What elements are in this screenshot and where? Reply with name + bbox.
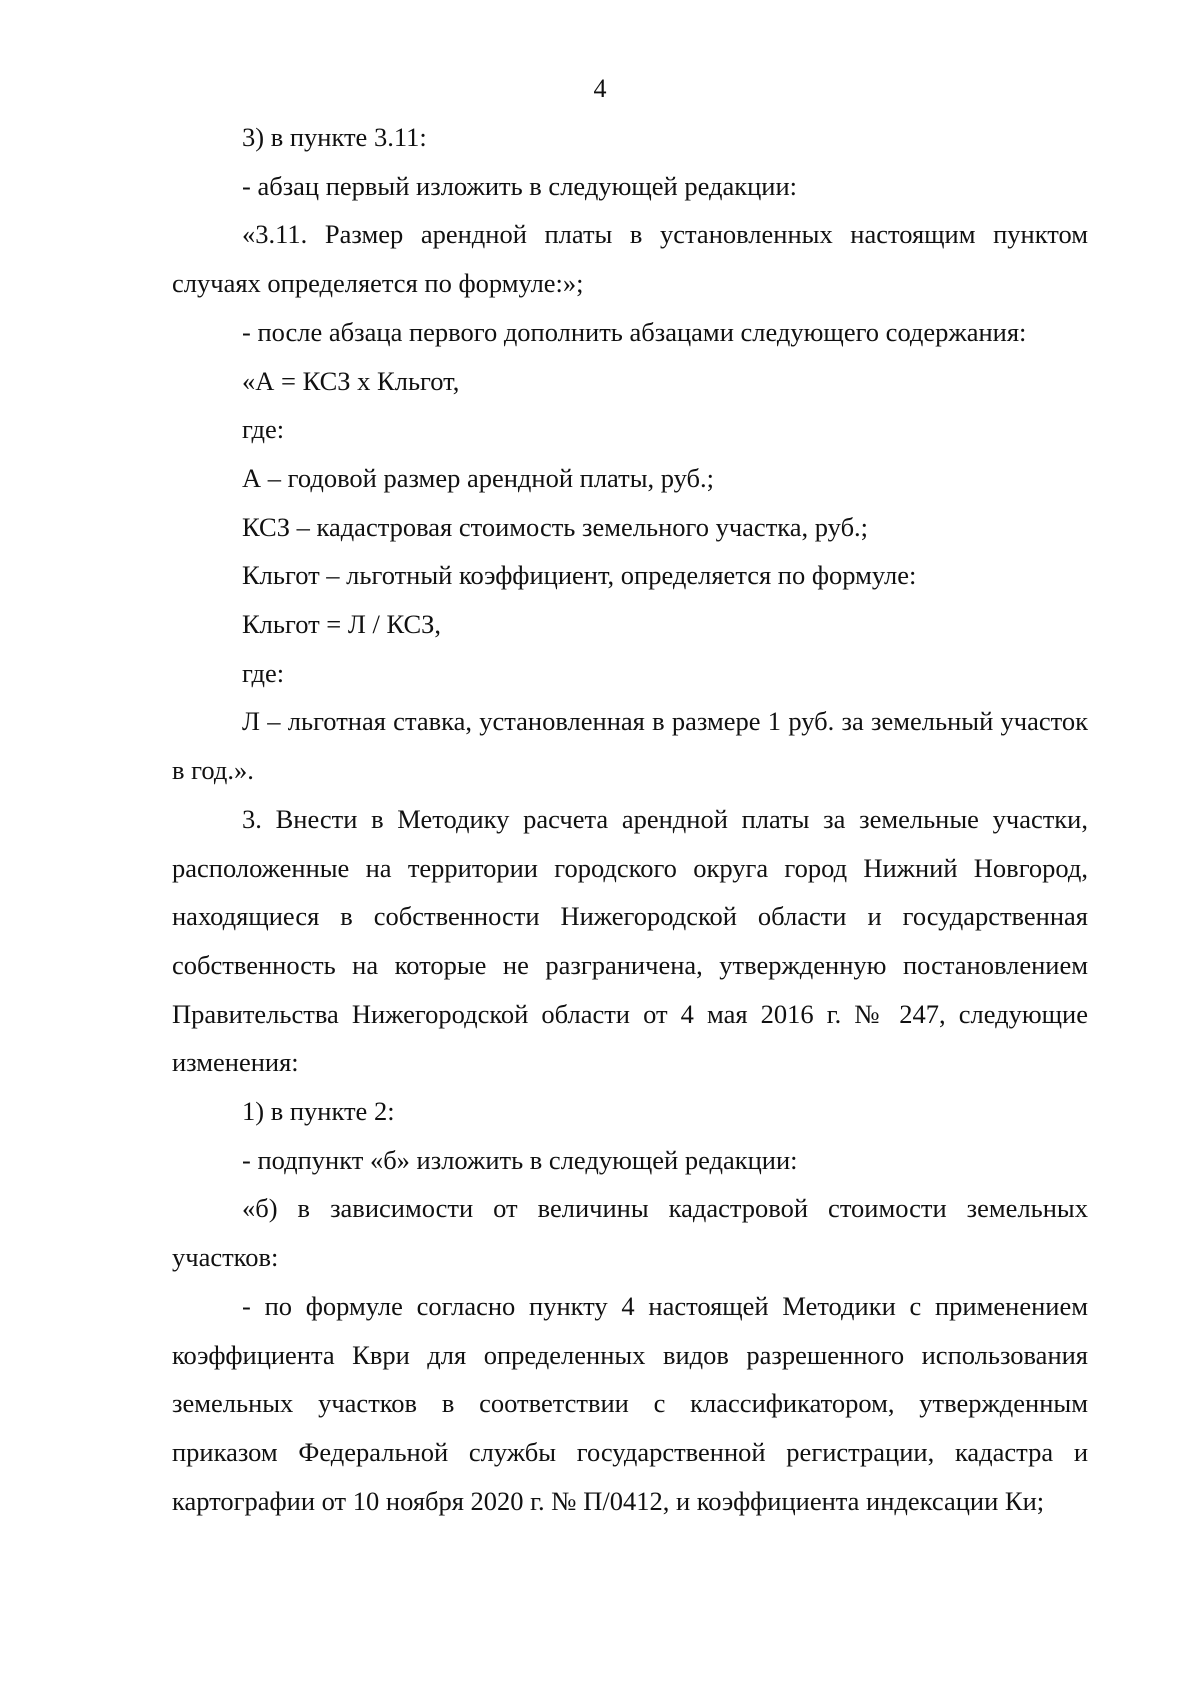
paragraph-formula-item-4: - по формуле согласно пункту 4 настоящей Методики с применением коэффициента Кври для определенных видов разрешенного использования земельных участков в соответствии с классификатором, утвержденным приказом Федеральной службы государственной регистрации, кадастра и картографии от 10 ноября 2020 г. № П/0412, и коэффициента индексации Ки; bbox=[172, 1290, 1088, 1516]
paragraph-first-abzac-instruction: - абзац первый изложить в следующей редакции: bbox=[242, 170, 798, 201]
paragraph-subitem-b-text: «б) в зависимости от величины кадастровой стоимости земельных участков: bbox=[172, 1193, 1088, 1273]
paragraph-item-3-methodology: 3. Внести в Методику расчета арендной платы за земельные участки, расположенные на территории городского округа город Нижний Новгород, находящиеся в собственности Нижегородской области и государственная собственность на которые не разграничена, утвержденную постановлением Правительства Нижегородской области от 4 мая 2016 г. № 247, следующие изменения: bbox=[172, 803, 1088, 1078]
paragraph-item-3-11-header: 3) в пункте 3.11: bbox=[242, 122, 427, 152]
paragraph-subitem-b-instruction: - подпункт «б» изложить в следующей редакции: bbox=[242, 1144, 798, 1175]
definition-ksz: КСЗ – кадастровая стоимость земельного участка, руб.; bbox=[242, 511, 869, 542]
definition-klgot: Кльгот – льготный коэффициент, определяется по формуле: bbox=[242, 560, 917, 591]
paragraph-item-2-header: 1) в пункте 2: bbox=[242, 1096, 395, 1127]
paragraph-add-abzacs-instruction: - после абзаца первого дополнить абзацами следующего содержания: bbox=[242, 316, 1027, 347]
formula-a: «А = КСЗ х Кльгот, bbox=[242, 365, 460, 396]
paragraph-where-2: где: bbox=[242, 657, 285, 688]
document-body bbox=[172, 113, 1088, 1525]
formula-klgot: Кльгот = Л / КСЗ, bbox=[242, 609, 442, 640]
paragraph-3-11-new-text: «3.11. Размер арендной платы в установленных настоящим пунктом случаях определяется по формуле:»; bbox=[172, 219, 1088, 299]
definition-l: Л – льготная ставка, установленная в размере 1 руб. за земельный участок в год.». bbox=[172, 706, 1088, 786]
page-number: 4 bbox=[593, 74, 607, 103]
paragraph-where-1: где: bbox=[242, 414, 285, 445]
definition-a: А – годовой размер арендной платы, руб.; bbox=[242, 462, 715, 493]
